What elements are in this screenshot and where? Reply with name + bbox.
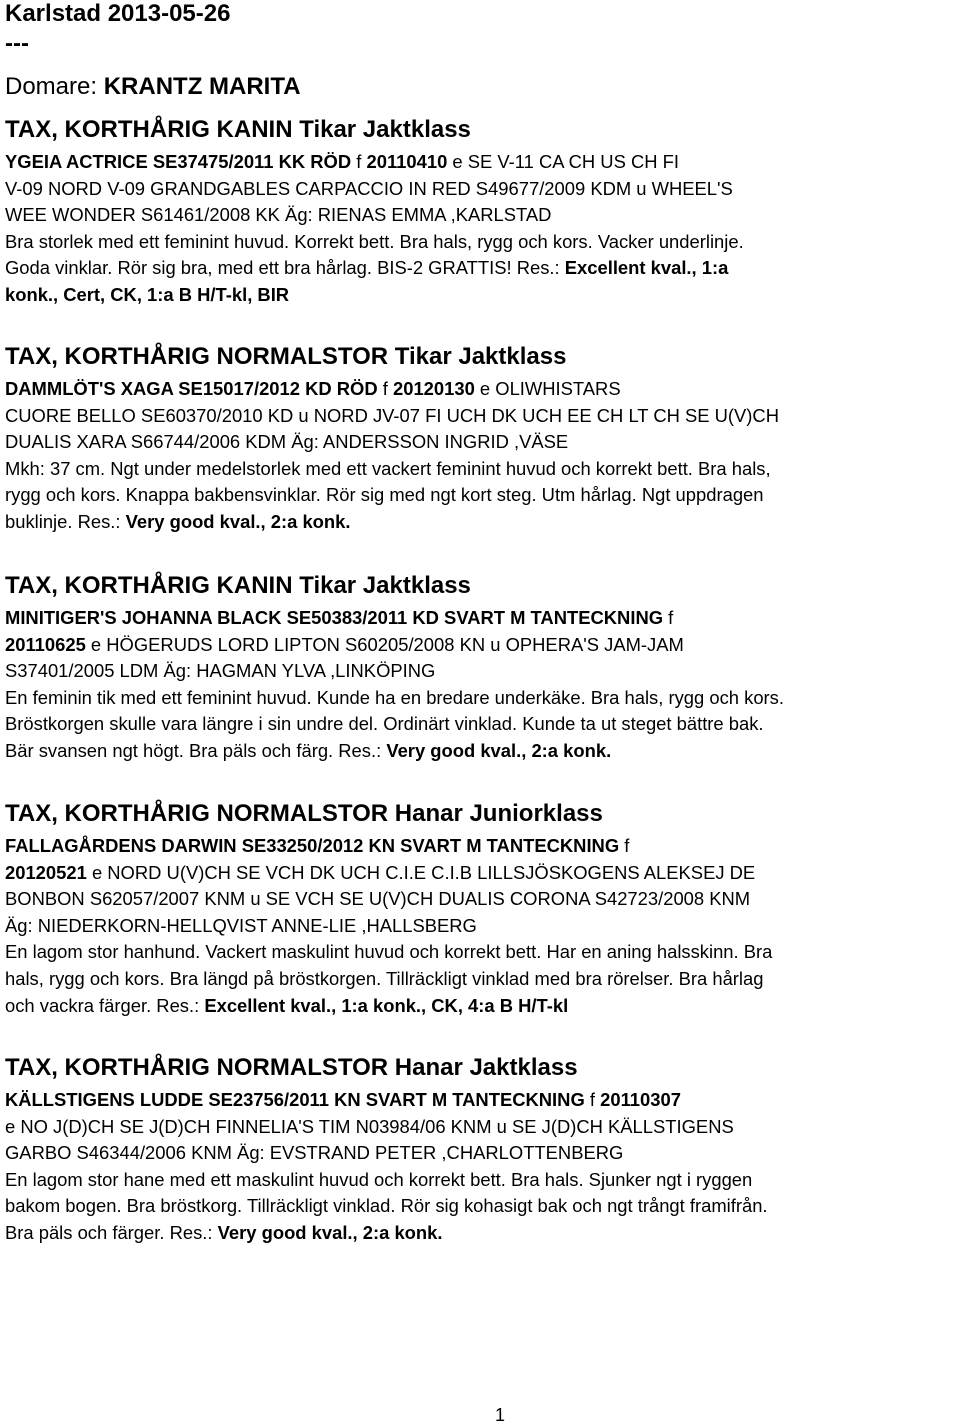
text: Bär svansen ngt högt. Bra päls och färg. Res.:: [5, 739, 387, 761]
entry-line: [5, 993, 957, 1020]
entry-line: [5, 1087, 957, 1114]
entry-line: [5, 913, 957, 940]
bold-text: Very good kval., 2:a konk.: [125, 510, 351, 532]
entry-line: [5, 255, 957, 282]
entry-line: [5, 711, 957, 738]
class-heading: TAX, KORTHÅRIG KANIN Tikar Jaktklass: [5, 572, 471, 599]
bold-text: KÄLLSTIGENS LUDDE SE23756/2011 KN SVART M TANTECKNING: [5, 1089, 585, 1110]
text: Bröstkorgen skulle vara längre i sin undre del. Ordinärt vinklad. Kunde ta ut steget bättre bak.: [5, 713, 764, 735]
judge-name: KRANTZ MARITA: [103, 73, 301, 100]
text: f: [619, 835, 630, 856]
text: Mkh: 37 cm. Ngt under medelstorlek med ett vackert feminint huvud och korrekt bett. Bra hals,: [5, 457, 771, 479]
entry-line: [5, 1114, 957, 1141]
entry-line: [5, 605, 957, 632]
entry-line: [5, 509, 957, 536]
text: bakom bogen. Bra bröstkorg. Tillräckligt vinklad. Rör sig kohasigt bak och ngt trångt framifrån.: [5, 1195, 768, 1217]
page-number: 1: [494, 1405, 505, 1425]
text: e HÖGERUDS LORD LIPTON S60205/2008 KN u OPHERA'S JAM-JAM: [85, 633, 684, 655]
entry-line: [5, 833, 957, 860]
bold-text: Very good kval., 2:a konk.: [217, 1221, 443, 1243]
entry-line: [5, 886, 957, 913]
text: och vackra färger. Res.:: [5, 994, 205, 1016]
dog-entry: [5, 833, 957, 1019]
judge-label: Domare:: [5, 73, 98, 100]
text: buklinje. Res.:: [5, 510, 126, 532]
bold-text: 20120130: [392, 378, 475, 399]
text: f: [663, 607, 674, 628]
text: e NORD U(V)CH SE VCH DK UCH C.I.E C.I.B LILLSJÖSKOGENS ALEKSEJ DE: [86, 861, 756, 883]
bold-text: 20120521: [5, 861, 87, 883]
text: S37401/2005 LDM Äg: HAGMAN YLVA ,LINKÖPING: [5, 660, 436, 682]
text: e NO J(D)CH SE J(D)CH FINNELIA'S TIM N03984/06 KNM u SE J(D)CH KÄLLSTIGENS: [5, 1115, 734, 1137]
text: En lagom stor hane med ett maskulint huvud och korrekt bett. Bra hals. Sjunker ngt i ryggen: [5, 1168, 753, 1190]
entry-line: [5, 939, 957, 966]
entry-line: [5, 482, 957, 509]
judge-line: [5, 73, 301, 101]
entry-line: [5, 282, 957, 309]
bold-text: 20110625: [5, 633, 86, 655]
bold-text: FALLAGÅRDENS DARWIN SE33250/2012 KN SVART M TANTECKNING: [5, 835, 620, 856]
text: rygg och kors. Knappa bakbensvinklar. Rör sig med ngt kort steg. Utm hårlag. Ngt uppdragen: [5, 484, 764, 506]
dog-entry: [5, 149, 957, 309]
dog-entry: [5, 605, 957, 765]
entry-line: [5, 1193, 957, 1220]
class-heading: TAX, KORTHÅRIG NORMALSTOR Hanar Jaktklass: [5, 1054, 578, 1081]
class-heading: TAX, KORTHÅRIG KANIN Tikar Jaktklass: [5, 116, 471, 143]
entry-line: [5, 202, 957, 229]
entry-line: [5, 632, 957, 659]
text: BONBON S62057/2007 KNM u SE VCH SE U(V)CH DUALIS CORONA S42723/2008 KNM: [5, 888, 751, 910]
text: Bra päls och färger. Res.:: [5, 1221, 218, 1243]
text: Goda vinklar. Rör sig bra, med ett bra hårlag. BIS-2 GRATTIS! Res.:: [5, 257, 565, 279]
text: Äg: NIEDERKORN-HELLQVIST ANNE-LIE ,HALLSBERG: [5, 914, 477, 936]
entry-line: [5, 658, 957, 685]
text: V-09 NORD V-09 GRANDGABLES CARPACCIO IN RED S49677/2009 KDM u WHEEL'S: [5, 177, 733, 199]
bold-text: Very good kval., 2:a konk.: [386, 739, 612, 761]
text: e OLIWHISTARS: [474, 378, 621, 399]
entry-line: [5, 403, 957, 430]
entry-line: [5, 1167, 957, 1194]
bold-text: YGEIA ACTRICE SE37475/2011 KK RÖD: [5, 151, 352, 172]
entry-line: [5, 966, 957, 993]
text: e SE V-11 CA CH US CH FI: [447, 151, 679, 172]
entry-line: [5, 1220, 957, 1247]
text: f: [584, 1089, 601, 1110]
entry-line: [5, 1140, 957, 1167]
class-heading: TAX, KORTHÅRIG NORMALSTOR Hanar Juniorklass: [5, 800, 603, 827]
entry-line: [5, 229, 957, 256]
entry-line: [5, 176, 957, 203]
dog-entry: [5, 1087, 957, 1247]
entry-line: [5, 738, 957, 765]
text: WEE WONDER S61461/2008 KK Äg: RIENAS EMMA ,KARLSTAD: [5, 204, 552, 226]
entry-line: [5, 456, 957, 483]
text: En feminin tik med ett feminint huvud. Kunde ha en bredare underkäke. Bra hals, rygg och kors.: [5, 686, 784, 708]
class-heading: TAX, KORTHÅRIG NORMALSTOR Tikar Jaktklass: [5, 343, 567, 370]
bold-text: DAMMLÖT'S XAGA SE15017/2012 KD RÖD: [5, 378, 378, 399]
text: GARBO S46344/2006 KNM Äg: EVSTRAND PETER ,CHARLOTTENBERG: [5, 1142, 624, 1164]
bold-text: Excellent kval., 1:a: [564, 257, 729, 279]
text: DUALIS XARA S66744/2006 KDM Äg: ANDERSSON INGRID ,VÄSE: [5, 431, 569, 453]
entry-line: [5, 149, 957, 176]
bold-text: 20110410: [366, 151, 448, 172]
entry-line: [5, 376, 957, 403]
entry-line: [5, 860, 957, 887]
entry-line: [5, 685, 957, 712]
text: CUORE BELLO SE60370/2010 KD u NORD JV-07 FI UCH DK UCH EE CH LT CH SE U(V)CH: [5, 404, 779, 426]
dog-entry: [5, 376, 957, 536]
bold-text: MINITIGER'S JOHANNA BLACK SE50383/2011 KD SVART M TANTECKNING: [5, 607, 664, 628]
text: f: [377, 378, 393, 399]
text: f: [351, 151, 367, 172]
bold-text: Excellent kval., 1:a konk., CK, 4:a B H/T-kl: [204, 994, 569, 1016]
bold-text: 20110307: [600, 1089, 681, 1110]
document-title: Karlstad 2013-05-26: [5, 0, 231, 27]
text: hals, rygg och kors. Bra längd på bröstkorgen. Tillräckligt vinklad med bra rörelser. Bra hårlag: [5, 967, 764, 989]
text: Bra storlek med ett feminint huvud. Korrekt bett. Bra hals, rygg och kors. Vacker underlinje.: [5, 230, 744, 252]
bold-text: konk., Cert, CK, 1:a B H/T-kl, BIR: [5, 283, 290, 305]
entry-line: [5, 429, 957, 456]
text: En lagom stor hanhund. Vackert maskulint huvud och korrekt bett. Har en aning halsskinn. Bra: [5, 941, 773, 963]
separator: ---: [5, 30, 29, 57]
